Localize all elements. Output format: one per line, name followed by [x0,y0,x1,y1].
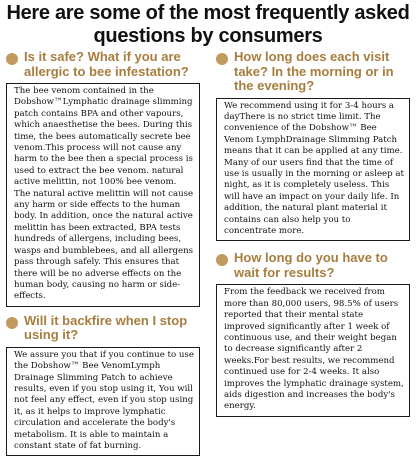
left-column [6,50,200,456]
question-header [6,50,200,79]
answer-text: The bee venom contained in the Dobshow™Lymphatic drainage slimming patch contains BPA and other vapours, which anaesthetise the bees. During this time, the bees automatically secrete bee venom.This process will not cause any harm to the bee then a special process is used to extract the bee venom. natural active melittin, not 100% bee venom. The natural active melittin will not cause any harm or side effects to the human body. In addition, once the natural active melittin has been extracted, BPA tests hundreds of allergens, including bees, wasps and bumblebees, and all allergens pass through safely. This ensures that there will be no adverse effects on the human body, causing no harm or side-effects. [14,86,194,302]
headline-line-1: Here are some of the most frequently asked [6,2,410,24]
question-text: How long do you have to wait for results? [234,250,388,280]
question-header [216,50,410,94]
answer-text: We recommend using it for 3-4 hours a dayThere is no strict time limit. The convenience of the Dobshow™ Bee Venom LymphDrainage Slimming Patch means that it can be applied at any time. Many of our users find that the time of use is usually in the morning or asleep at night, as it is completely useless. This will have an impact on your daily life. In addition, the natural plant material it contains can also help you to concentrate more. [224,100,404,236]
answer-box [6,83,200,307]
answer-text: From the feedback we received from more than 80,000 users, 98.5% of users reported that their mental state improved significantly after 1 week of continuous use, and their weight began to decrease significantly after 2 weeks.For best results, we recommend continued use for 2-4 weeks. It also improves the lymphatic drainage system, aids digestion and increases the body's energy. [224,287,404,412]
page-headline [0,2,416,48]
question-text: How long does each visit take? In the morning or in the evening? [234,49,394,93]
circle-bullet-icon [216,254,228,266]
answer-text: We assure you that if you continue to use the Dobshow™ Bee VenomLymph Drainage Slimming Patch to achieve results, even if you stop using it, You will not feel any effect, even if you stop using it, as it helps to improve lymphatic circulation and accelerate the body's metabolism. It is able to maintain a constant state of fat burning. [14,349,194,451]
question-text: Is it safe? What if you are allergic to bee infestation? [24,49,189,79]
qa-block-duration [216,50,410,241]
circle-bullet-icon [6,317,18,329]
circle-bullet-icon [6,53,18,65]
qa-block-results [216,251,410,416]
question-header [6,314,200,343]
qa-block-backfire [6,314,200,456]
answer-box [216,284,410,416]
qa-block-safety [6,50,200,307]
answer-box [216,98,410,242]
question-header [216,251,410,280]
answer-box [6,347,200,456]
headline-line-2: questions by consumers [93,25,323,47]
question-text: Will it backfire when I stop using it? [24,312,188,343]
right-column [216,50,410,417]
circle-bullet-icon [216,53,228,65]
